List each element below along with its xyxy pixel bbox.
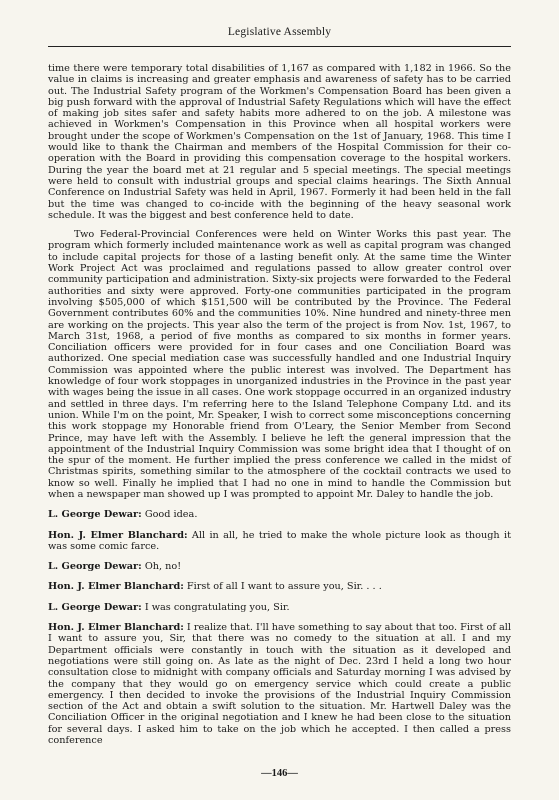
- speech-text: Good idea.: [144, 509, 198, 521]
- exchange-2: [48, 530, 511, 553]
- exchange-6: [48, 622, 511, 746]
- body-text: [48, 63, 511, 746]
- speaker-name: L. George Dewar:: [48, 561, 142, 573]
- exchange-4: [48, 581, 511, 592]
- exchange-3: [48, 561, 511, 572]
- speaker-name: Hon. J. Elmer Blanchard:: [48, 581, 184, 593]
- speaker-name: Hon. J. Elmer Blanchard:: [48, 529, 188, 541]
- paragraph-continued: time there were temporary total disabilities of 1,167 as compared with 1,182 in 1966. So the value in claims is increasing and greater emphasis and awareness of safety has to be carried out. The Industrial Safety program of the Workmen's Compensation Board has been given a big push forward with the approval of Industrial Safety Regulations which will have the effect of making job sites safer and safety habits more adhered to on the job. A milestone was achieved in Workmen's Compensation in this Province when all hospital workers were brought under the scope of Workmen's Compensation on the 1st of January, 1968. This time I would like to thank the Chairman and members of the Hospital Commission for their co-operation with the Board in providing this compensation coverage to the hospital workers. During the year the board met at 21 regular and 5 special meetings. The special meetings were held to consult with industrial groups and special claims hearings. The Sixth Annual Conference on Industrial Safety was held in April, 1967. Formerly it had been held in the fall but the time was changed to co-incide with the beginning of the heavy seasonal work schedule. It was the biggest and best conference held to date.: [48, 63, 511, 221]
- page-number: —146—: [261, 768, 298, 779]
- speech-text: All in all, he tried to make the whole picture look as though it was some comic farce.: [48, 529, 511, 552]
- speech-text: I was congratulating you, Sir.: [144, 601, 290, 613]
- speaker-name: Hon. J. Elmer Blanchard:: [48, 622, 184, 634]
- paragraph-winter-works: Two Federal-Provincial Conferences were held on Winter Works this past year. The program which formerly included maintenance work as well as capital program was changed to include capital projects for those of a lasting benefit only. At the same time the Winter Work Project Act was proclaimed and regulations passed to allow greater control over community participation and administration. Sixty-six projects were forwarded to the Federal authorities and sixty were approved. Forty-one communities participated in the program involving $505,000 of which $151,500 will be contributed by the Province. The Federal Government contributes 60% and the communities 10%. Nine hundred and ninety-three men are working on the projects. This year also the term of the project is from Nov. 1st, 1967, to March 31st, 1968, a period of five months as compared to six months in former years. Conciliation officers were provided for in four cases and one Conciliation Board was authorized. One special mediation case was successfully handled and one Industrial Inquiry Commission was appointed where the public interest was involved. The Department has knowledge of four work stoppages in unorganized industries in the Province in the past year with wages being the issue in all cases. One work stoppage occurred in an organized industry and settled in three days. I'm referring here to the Island Telephone Company Ltd. and its union. While I'm on the point, Mr. Speaker, I wish to correct some misconceptions concerning this work stoppage my Honorable friend from O'Leary, the Senior Member from Second Prince, may have left with the Assembly. I believe he left the general impression that the appointment of the Industrial Inquiry Commission was some bright idea that I thought of on the spur of the moment. He further implied the press conference we called in the midst of Christmas spirits, something similar to the atmosphere of the cocktail contracts we used to know so well. Finally he implied that I had no one in mind to handle the Commission but when a newspaper man showed up I was prompted to appoint Mr. Daley to handle the job.: [48, 229, 511, 500]
- speech-text: Oh, no!: [144, 561, 182, 573]
- speaker-name: L. George Dewar:: [48, 509, 142, 521]
- exchange-1: [48, 509, 511, 520]
- speaker-name: L. George Dewar:: [48, 601, 142, 613]
- speech-text: I realize that. I'll have something to say about that too. First of all I want to assure you, Sir, that there was no comedy to the situation at all. I and my Department officials were constantly in touch with the situation as it developed and negotiations were still going on. As late as the night of Dec. 23rd I held a long two hour consultation close to midnight with company officials and Saturday morning I was advised by the company that they would go on emergency service which could create a public emergency. I then decided to invoke the provisions of the Industrial Inquiry Commission section of the Act and obtain a swift solution to the situation. Mr. Hartwell Daley was the Conciliation Officer in the original negotiation and I knew he had been close to the situation for several days. I asked him to take on the job which he accepted. I then called a press conference: [48, 622, 512, 747]
- running-header: Legislative Assembly: [227, 26, 332, 38]
- header-rule: [48, 46, 511, 47]
- speech-text: First of all I want to assure you, Sir. . . .: [186, 581, 382, 593]
- exchange-5: [48, 602, 511, 613]
